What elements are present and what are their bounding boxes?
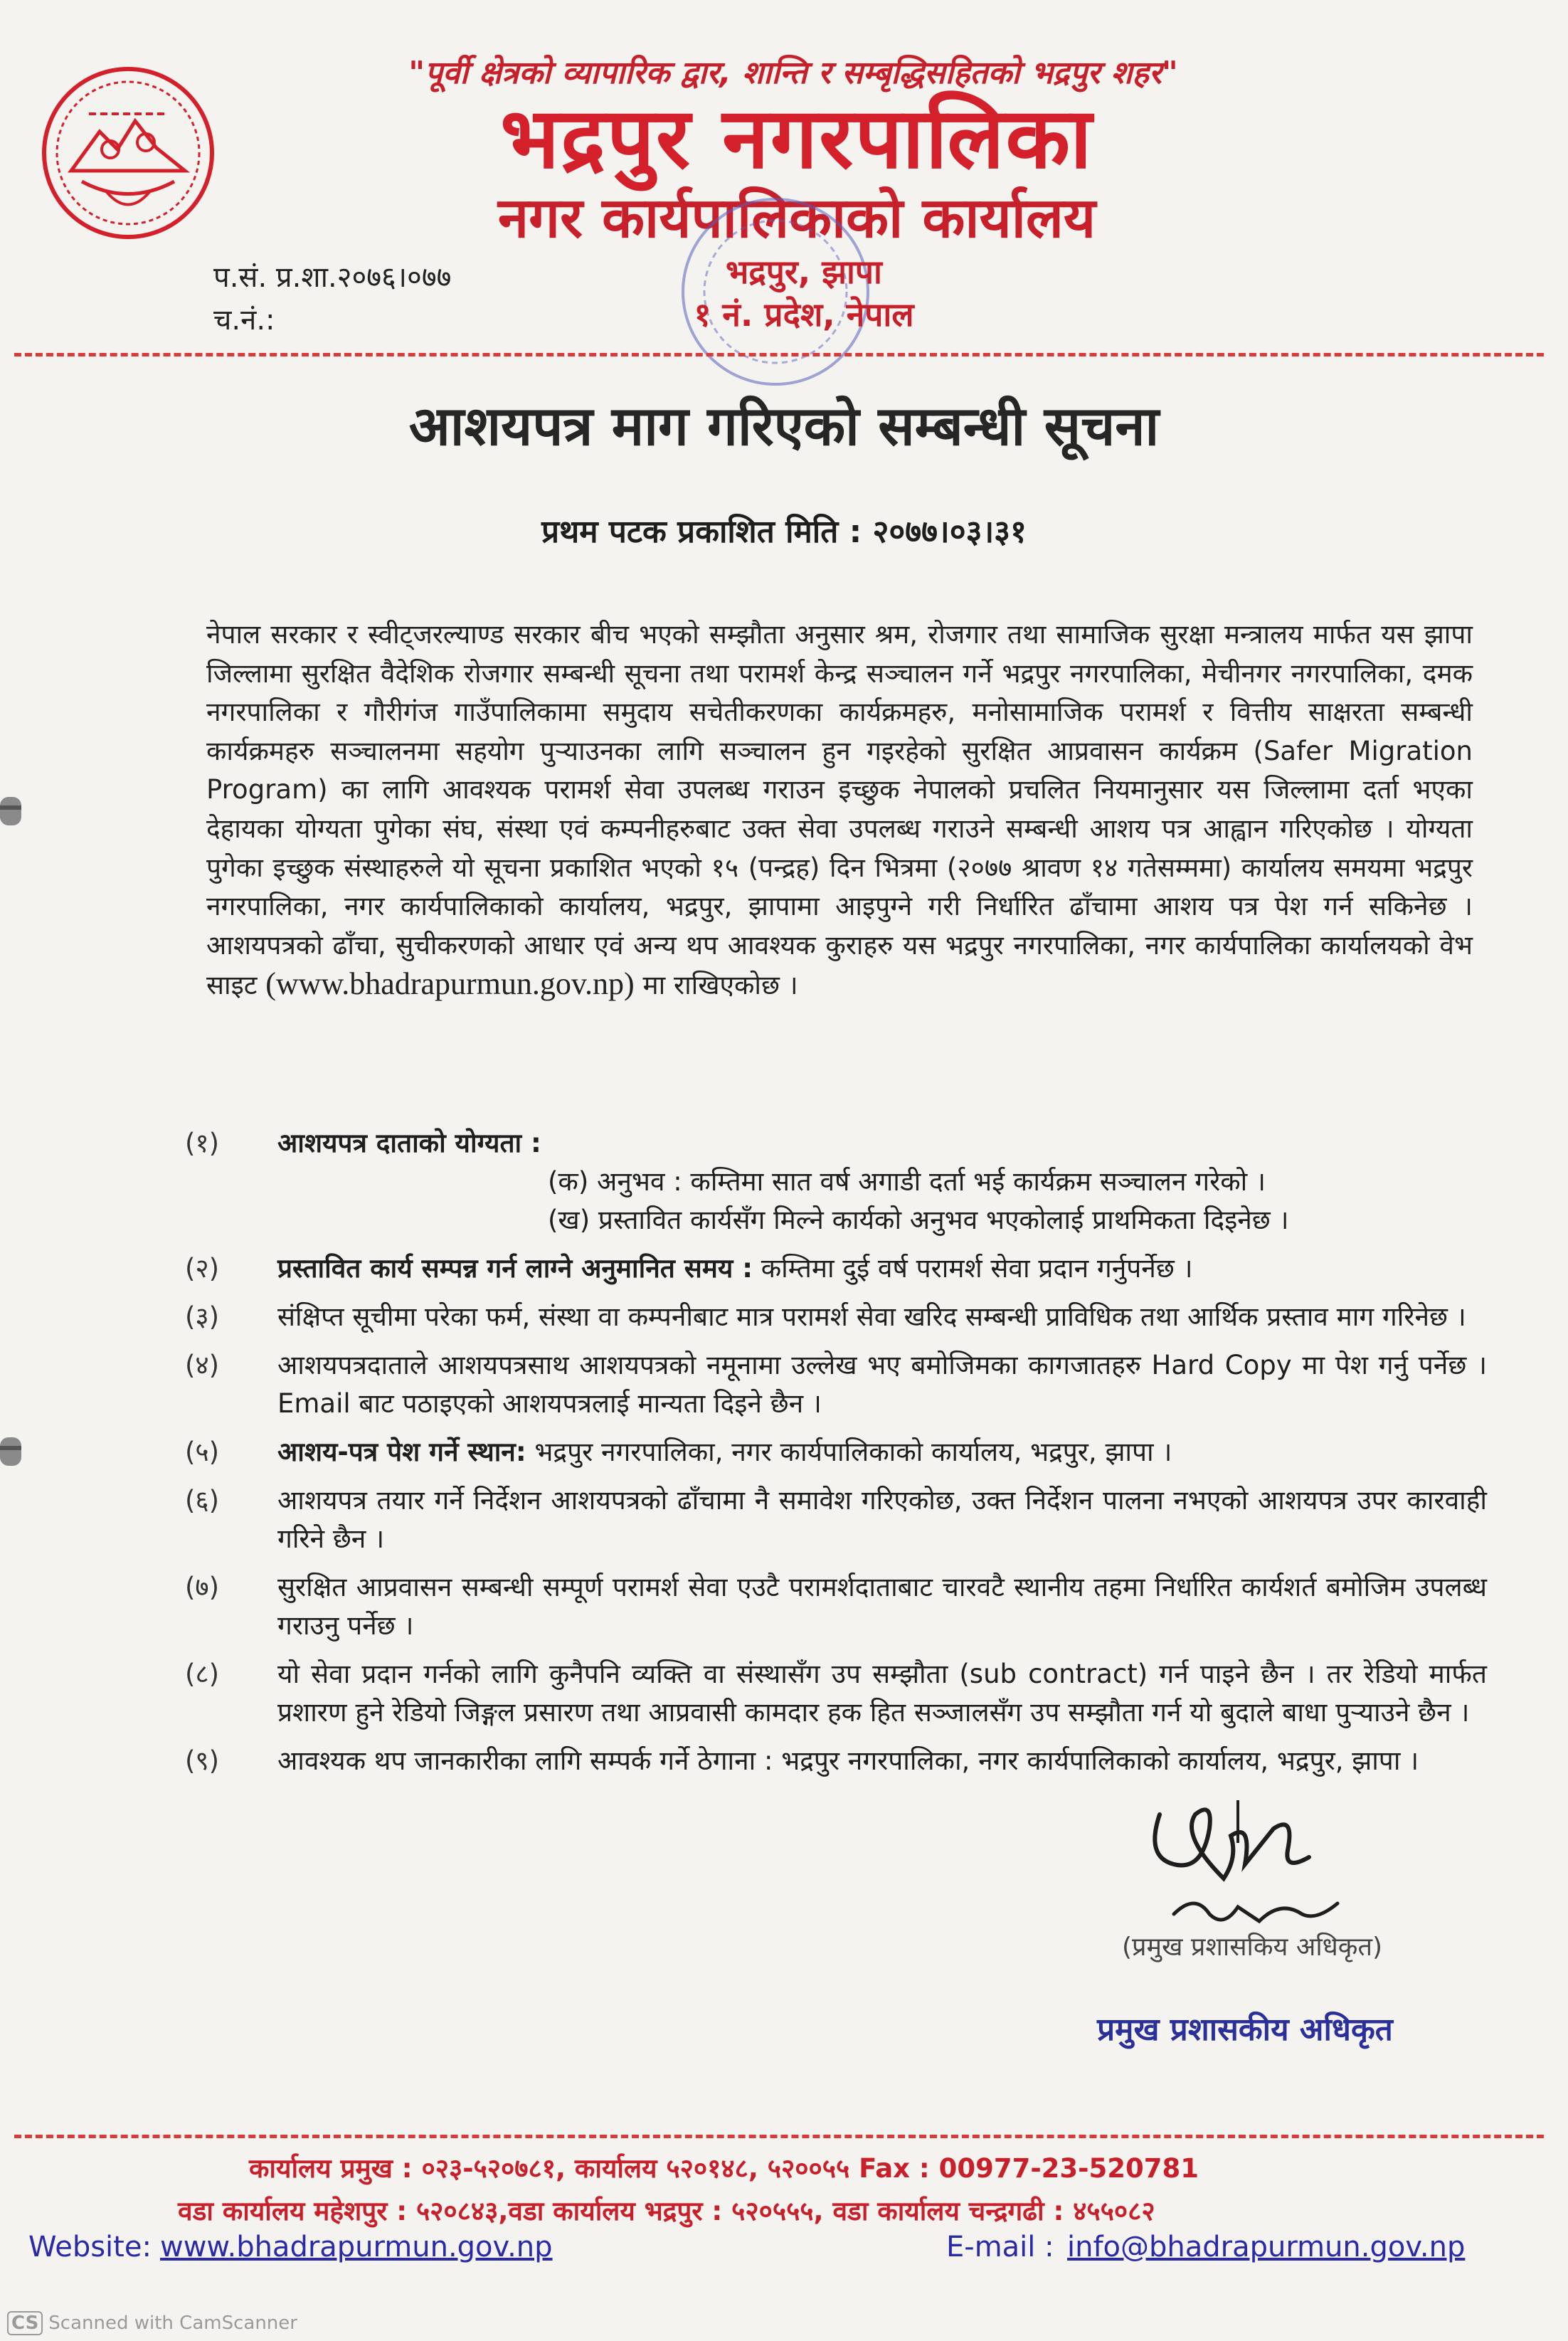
item-number: (२) — [185, 1253, 220, 1284]
notice-body — [206, 615, 1473, 1005]
footer-ward-line: वडा कार्यालय महेशपुर : ५२०८४३,वडा कार्यालय भद्रपुर : ५२०५५५, वडा कार्यालय चन्द्रगढी : ४५५०८२ — [178, 2196, 1155, 2226]
item-text: आवश्यक थप जानकारीका लागि सम्पर्क गर्ने ठेगाना : भद्रपुर नगरपालिका, नगर कार्यपालिकाको कार्यालय, भद्रपुर, झापा । — [277, 1745, 1419, 1776]
list-item — [185, 1249, 1487, 1288]
body-paragraph-tail: मा राखिएकोछ । — [642, 970, 798, 1001]
address-line-2: १ नं. प्रदेश, नेपाल — [694, 295, 914, 334]
item-label: प्रस्तावित कार्य सम्पन्न गर्न लाग्ने अनुमानित समय : — [277, 1253, 753, 1284]
item-label: आशय-पत्र पेश गर्ने स्थान: — [277, 1437, 526, 1467]
item-number: (१) — [185, 1128, 220, 1158]
scanner-watermark — [7, 2311, 297, 2335]
address-line-1: भद्रपुर, झापा — [726, 253, 882, 291]
item-text: यो सेवा प्रदान गर्नको लागि कुनैपनि व्यक्ति वा संस्थासँग उप सम्झौता (sub contract) गर्न पाइने छैन । तर रेडियो मार्फत प्रशारण हुने रेडियो जिङ्गल प्रसारण तथा आप्रवासी कामदार हक हित सञ्जालसँग उप सम्झौता गर्न यो बुदाले बाधा पुऱ्याउने छैन । — [277, 1659, 1487, 1728]
website-label: Website: — [28, 2231, 152, 2263]
list-item — [185, 1298, 1487, 1336]
body-website-link[interactable]: (www.bhadrapurmun.gov.np) — [265, 966, 635, 1002]
slogan: "पूर्वी क्षेत्रको व्यापारिक द्वार, शान्ति र सम्बृद्धिसहितको भद्रपुर शहर" — [408, 55, 1178, 91]
list-item — [185, 1568, 1487, 1645]
notice-title: आशयपत्र माग गरिएको सम्बन्धी सूचना — [408, 394, 1160, 458]
office-name: नगर कार्यपालिकाको कार्यालय — [497, 186, 1096, 250]
item-text: भद्रपुर नगरपालिका, नगर कार्यपालिकाको कार्यालय, भद्रपुर, झापा । — [534, 1437, 1172, 1467]
item-number: (७) — [185, 1572, 220, 1602]
sub-item: (ख) प्रस्तावित कार्यसँग मिल्ने कार्यको अनुभव भएकोलाई प्राथमिकता दिइनेछ । — [548, 1205, 1289, 1235]
scanner-text: Scanned with CamScanner — [48, 2313, 297, 2334]
list-item — [185, 1481, 1487, 1558]
item-number: (३) — [185, 1301, 220, 1332]
item-text: आशयपत्र तयार गर्ने निर्देशन आशयपत्रको ढाँचामा नै समावेश गरिएकोछ, उक्त निर्देशन पालना नभएको आशयपत्र उपर कारवाही गरिने छैन । — [277, 1485, 1487, 1554]
signatory-title: (प्रमुख प्रशासकिय अधिकृत) — [1121, 1933, 1383, 1962]
item-text: सुरक्षित आप्रवासन सम्बन्धी सम्पूर्ण परामर्श सेवा एउटै परामर्शदाताबाट चारवटै स्थानीय तहमा निर्धारित कार्यशर्त बमोजिम उपलब्ध गराउनु पर्नेछ । — [277, 1572, 1487, 1641]
header-divider — [14, 353, 1544, 356]
camscanner-logo-icon: CS — [7, 2311, 43, 2335]
nepal-emblem-icon — [39, 64, 217, 242]
item-number: (६) — [185, 1485, 220, 1516]
body-paragraph: नेपाल सरकार र स्वीट्जरल्याण्ड सरकार बीच भएको सम्झौता अनुसार श्रम, रोजगार तथा सामाजिक सुरक्षा मन्त्रालय मार्फत यस झापा जिल्लामा सुरक्षित वैदेशिक रोजगार सम्बन्धी सूचना तथा परामर्श केन्द्र सञ्चालन गर्ने भद्रपुर नगरपालिका, मेचीनगर नगरपालिका, दमक नगरपालिका र गौरीगंज गाउँपालिकामा समुदाय सचेतीकरणका कार्यक्रमहरु, मनोसामाजिक परामर्श र वित्तीय साक्षरता सम्बन्धी कार्यक्रमहरु सञ्चालनमा सहयोग पुऱ्याउनका लागि सञ्चालन हुन गइरहेको सुरक्षित आप्रवासन कार्यक्रम (Safer Migration Program) का लागि आवश्यक परामर्श सेवा उपलब्ध गराउन इच्छुक नेपालको प्रचलित नियमानुसार यस जिल्लामा दर्ता भएका देहायका योग्यता पुगेका संघ, संस्था एवं कम्पनीहरुबाट उक्त सेवा उपलब्ध गराउने सम्बन्धी आशय पत्र आह्वान गरिएकोछ । योग्यता पुगेका इच्छुक संस्थाहरुले यो सूचना प्रकाशित भएको १५ (पन्द्रह) दिन भित्रमा (२०७७ श्रावण १४ गतेसम्ममा) कार्यालय समयमा भद्रपुर नगरपालिका, नगर कार्यपालिकाको कार्यालय, भद्रपुर, झापामा आइपुग्ने गरी निर्धारित ढाँचामा आशय पत्र पेश गर्न सकिनेछ । आशयपत्रको ढाँचा, सुचीकरणको आधार एवं अन्य थप आवश्यक कुराहरु यस भद्रपुर नगरपालिका, नगर कार्यपालिका कार्यालयको वेभ साइट — [206, 619, 1473, 1001]
binder-clip-icon — [0, 1430, 24, 1473]
item-number: (८) — [185, 1659, 220, 1689]
item-number: (५) — [185, 1437, 220, 1467]
dispatch-number: च.नं.: — [213, 304, 275, 337]
item-number: (४) — [185, 1350, 220, 1380]
publish-date: प्रथम पटक प्रकाशित मिति : २०७७।०३।३१ — [541, 514, 1027, 550]
website-link[interactable]: www.bhadrapurmun.gov.np — [160, 2231, 553, 2263]
list-item — [185, 1346, 1487, 1423]
item-text: संक्षिप्त सूचीमा परेका फर्म, संस्था वा कम्पनीबाट मात्र परामर्श सेवा खरिद सम्बन्धी प्राविधिक तथा आर्थिक प्रस्ताव माग गरिनेछ । — [277, 1301, 1466, 1332]
email-link[interactable]: info@bhadrapurmun.gov.np — [1067, 2231, 1466, 2263]
requirements-list — [185, 1124, 1487, 1790]
reference-number: प.सं. प्र.शा.२०७६।०७७ — [213, 261, 452, 294]
municipality-name: भद्रपुर नगरपालिका — [500, 89, 1093, 187]
item-label: आशयपत्र दाताको योग्यता : — [277, 1128, 541, 1158]
list-item — [185, 1124, 1487, 1240]
sub-item: (क) अनुभव : कम्तिमा सात वर्ष अगाडी दर्ता भई कार्यक्रम सञ्चालन गरेको । — [548, 1166, 1266, 1197]
item-text: कम्तिमा दुई वर्ष परामर्श सेवा प्रदान गर्नुपर्नेछ । — [761, 1253, 1193, 1284]
item-text: आशयपत्रदाताले आशयपत्रसाथ आशयपत्रको नमूनामा उल्लेख भए बमोजिमका कागजातहरु Hard Copy मा पेश गर्नु पर्नेछ । Email बाट पठाइएको आशयपत्रलाई मान्यता दिइने छैन । — [277, 1350, 1487, 1419]
footer-divider — [14, 2135, 1544, 2138]
officer-seal: प्रमुख प्रशासकीय अधिकृत — [1097, 2012, 1393, 2048]
item-number: (९) — [185, 1745, 220, 1776]
binder-clip-icon — [0, 790, 24, 833]
list-item — [185, 1433, 1487, 1471]
handwritten-signature-icon — [1131, 1772, 1359, 1950]
email-label: E-mail : — [946, 2231, 1054, 2263]
footer-contact-line: कार्यालय प्रमुख : ०२३-५२०७८१, कार्यालय ५२०१४८, ५२००५५ Fax : 00977-23-520781 — [249, 2153, 1199, 2184]
list-item — [185, 1655, 1487, 1732]
